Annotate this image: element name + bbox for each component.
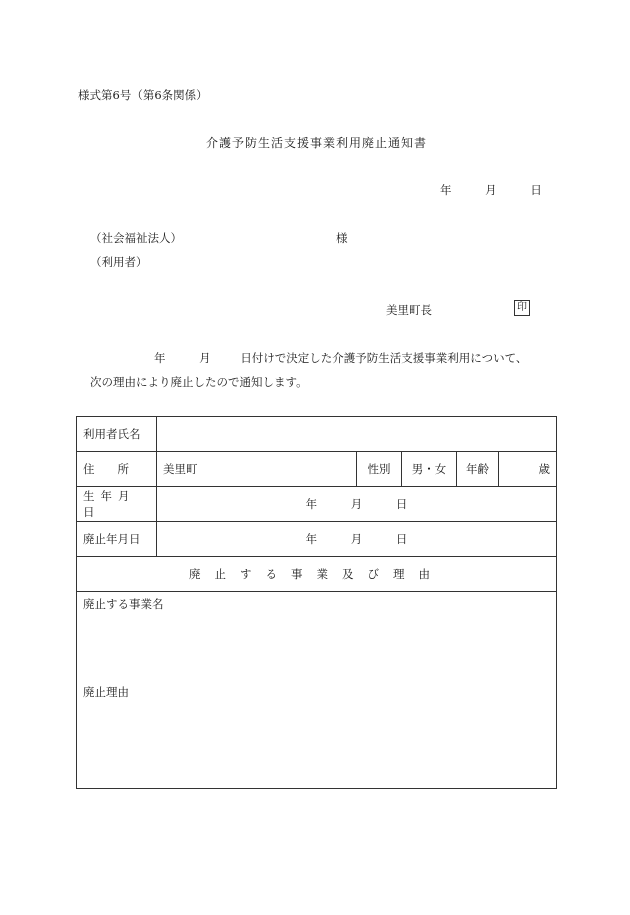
- row-reason: [77, 592, 557, 789]
- gender-field[interactable]: 男・女: [402, 452, 457, 487]
- notice-form-table: [76, 416, 557, 789]
- end-day: 日: [395, 532, 408, 546]
- end-date-field[interactable]: [157, 522, 557, 557]
- document-title: 介護予防生活支援事業利用廃止通知書: [206, 136, 428, 150]
- reason-field[interactable]: [77, 592, 557, 789]
- row-end-date: [77, 522, 557, 557]
- body-month: 月: [199, 351, 211, 365]
- row-section-header: [77, 557, 557, 592]
- issue-date-day: 日: [530, 183, 542, 197]
- birth-month: 月: [350, 497, 363, 511]
- section-header: 廃止する事業及び理由: [77, 557, 557, 592]
- birth-date-field[interactable]: [157, 487, 557, 522]
- reason-label: 廃止理由: [83, 685, 129, 699]
- issuer-name: 美里町長: [386, 303, 432, 317]
- address-label: 住 所: [77, 452, 157, 487]
- body-line-1-text: 日付けで決定した介護予防生活支援事業利用について、: [240, 351, 528, 365]
- end-year: 年: [305, 532, 318, 546]
- birth-day: 日: [395, 497, 408, 511]
- service-name-label: 廃止する事業名: [83, 597, 164, 611]
- addressee-honorific: 様: [336, 231, 348, 245]
- body-line-1: [154, 350, 527, 366]
- seal-mark: 印: [514, 300, 530, 316]
- row-user-name: [77, 417, 557, 452]
- issue-date-month: 月: [485, 183, 497, 197]
- form-number: 様式第6号（第6条関係）: [78, 88, 208, 102]
- row-address: [77, 452, 557, 487]
- issue-date: [440, 182, 542, 198]
- addressee-org-label: （社会福祉法人）: [90, 231, 182, 245]
- issue-date-year: 年: [440, 183, 452, 197]
- birth-year: 年: [305, 497, 318, 511]
- birth-date-label: 生年月日: [77, 487, 157, 522]
- addressee-user-label: （利用者）: [90, 255, 148, 269]
- age-label: 年齢: [457, 452, 499, 487]
- body-line-2: 次の理由により廃止したので通知します。: [90, 375, 308, 389]
- user-name-label: 利用者氏名: [77, 417, 157, 452]
- age-field[interactable]: 歳: [499, 452, 557, 487]
- address-field[interactable]: 美里町: [157, 452, 357, 487]
- row-birth-date: [77, 487, 557, 522]
- gender-label: 性別: [357, 452, 402, 487]
- end-month: 月: [350, 532, 363, 546]
- body-year: 年: [154, 351, 166, 365]
- end-date-label: 廃止年月日: [77, 522, 157, 557]
- user-name-field[interactable]: [157, 417, 557, 452]
